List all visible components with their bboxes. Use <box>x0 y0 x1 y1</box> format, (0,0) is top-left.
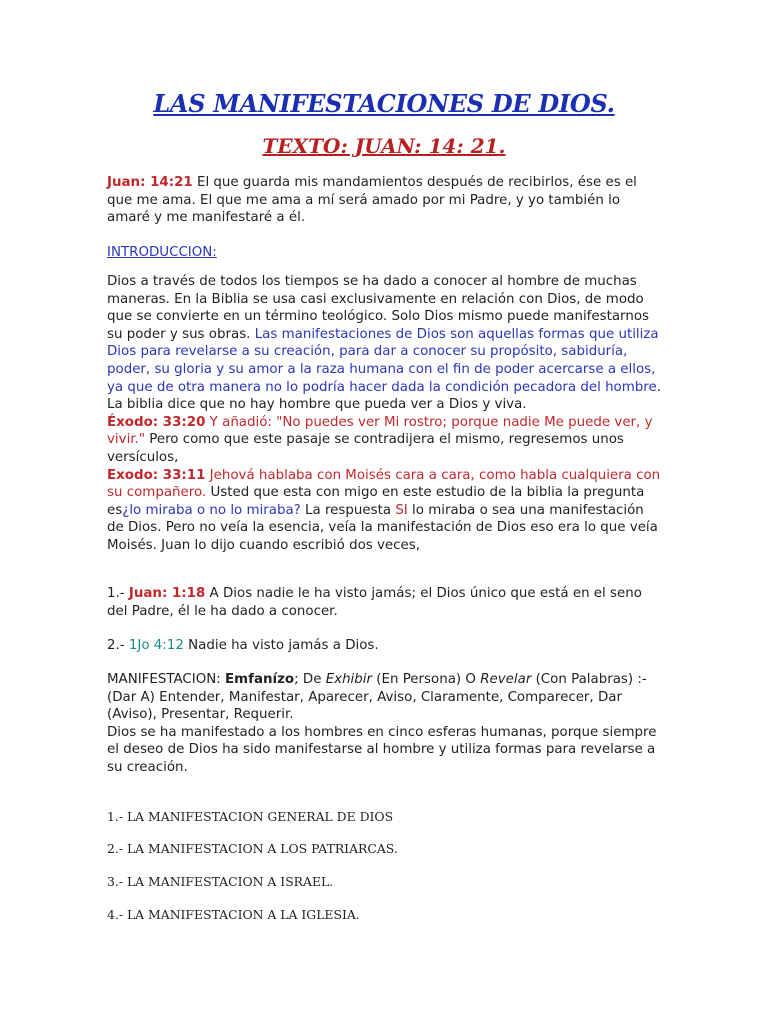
point-2-number: 2.- <box>107 638 129 653</box>
key-question: ¿lo miraba o no lo miraba? <box>122 502 301 518</box>
definition-part-1: ; De <box>294 672 326 687</box>
answer-lead: La respuesta <box>300 502 396 518</box>
exodus-33-11-reference: Exodo: 33:11 <box>107 467 206 483</box>
intro-highlight: Las manifestaciones de Dios son aquellas formas que utiliza Dios para revelarse a su creación, para dar a conocer su propósito, sabiduría, poder, su gloria y su amor a la raza humana con el fin de poder acercarse a ellos, ya que de otra manera no lo podría hacer dada la condición pecadora del hombre <box>107 326 659 395</box>
exodus-33-11-comment: Usted que esta con migo en este estudio de la biblia la pregunta es <box>107 485 645 518</box>
verse-reference: Juan: 14:21 <box>107 175 193 190</box>
outline-item: 3.- LA MANIFESTACION A ISRAEL. <box>107 874 334 889</box>
answer-text: lo miraba o sea una manifestación de Dios. Pero no veía la esencia, veía la manifestación de Dios eso era lo que veía Moisés. Juan lo dijo cuando escribió dos veces, <box>107 502 658 553</box>
outline-item: 4.- LA MANIFESTACION A LA IGLESIA. <box>107 907 360 922</box>
intro-text-end: . La biblia dice que no hay hombre que pueda ver a Dios y viva. <box>107 379 662 413</box>
verse-text: El que guarda mis mandamientos después de recibirlos, ése es el que me ama. El que me ama a mí será amado por mi Padre, y yo también lo amaré y me manifestaré a él. <box>107 175 637 226</box>
point-1 <box>107 585 663 620</box>
manifestacion-definition <box>107 671 663 777</box>
intro-text: Dios a través de todos los tiempos se ha dado a conocer al hombre de muchas maneras. En la Biblia se usa casi exclusivamente en relación con Dios, de modo que se convierte en un término teológico. Solo Dios mismo puede manifestarnos su poder y sus obras. <box>107 274 649 342</box>
spheres-paragraph: Dios se ha manifestado a los hombres en cinco esferas humanas, porque siempre el deseo de Dios ha sido manifestarse al hombre y utiliza formas para revelarse a su creación. <box>107 724 657 775</box>
outline-item: 2.- LA MANIFESTACION A LOS PATRIARCAS. <box>107 841 398 856</box>
definition-exhibir: Exhibir <box>325 672 373 687</box>
page-subtitle: TEXTO: JUAN: 14: 21. <box>262 134 506 158</box>
outline-item: 1.- LA MANIFESTACION GENERAL DE DIOS <box>107 809 394 824</box>
answer-si: SI <box>395 502 408 518</box>
point-2-reference: 1Jo 4:12 <box>128 638 184 653</box>
exodus-33-20-quote: Y añadió: "No puedes ver Mi rostro; porque nadie Me puede ver, y vivir." <box>107 414 653 448</box>
definition-revelar: Revelar <box>480 672 532 687</box>
exodus-33-20-comment: Pero como que este pasaje se contradijera el mismo, regresemos unos versículos, <box>107 432 624 465</box>
intro-paragraph <box>107 273 663 555</box>
point-2 <box>107 637 663 655</box>
page-title: LAS MANIFESTACIONES DE DIOS. <box>153 89 615 118</box>
point-1-text: A Dios nadie le ha visto jamás; el Dios único que está en el seno del Padre, él le ha dado a conocer. <box>107 586 642 619</box>
definition-part-3: (Con Palabras) :-(Dar A) Entender, Manifestar, Aparecer, Aviso, Claramente, Comparecer, Dar (Aviso), Presentar, Requerir. <box>107 672 647 723</box>
definition-label: MANIFESTACION: <box>107 672 226 687</box>
definition-part-2: (En Persona) O <box>372 672 481 687</box>
point-1-number: 1.- <box>107 586 129 601</box>
point-2-text: Nadie ha visto jamás a Dios. <box>183 638 379 653</box>
intro-heading-paragraph <box>107 244 663 262</box>
definition-greek-word: Emfanízo <box>225 672 295 687</box>
key-verse <box>107 174 663 227</box>
exodus-33-11-quote: Jehová hablaba con Moisés cara a cara, como habla cualquiera con su compañero. <box>107 467 661 501</box>
intro-heading: INTRODUCCION: <box>107 245 217 260</box>
point-1-reference: Juan: 1:18 <box>128 586 206 601</box>
exodus-33-20-reference: Éxodo: 33:20 <box>107 414 206 430</box>
